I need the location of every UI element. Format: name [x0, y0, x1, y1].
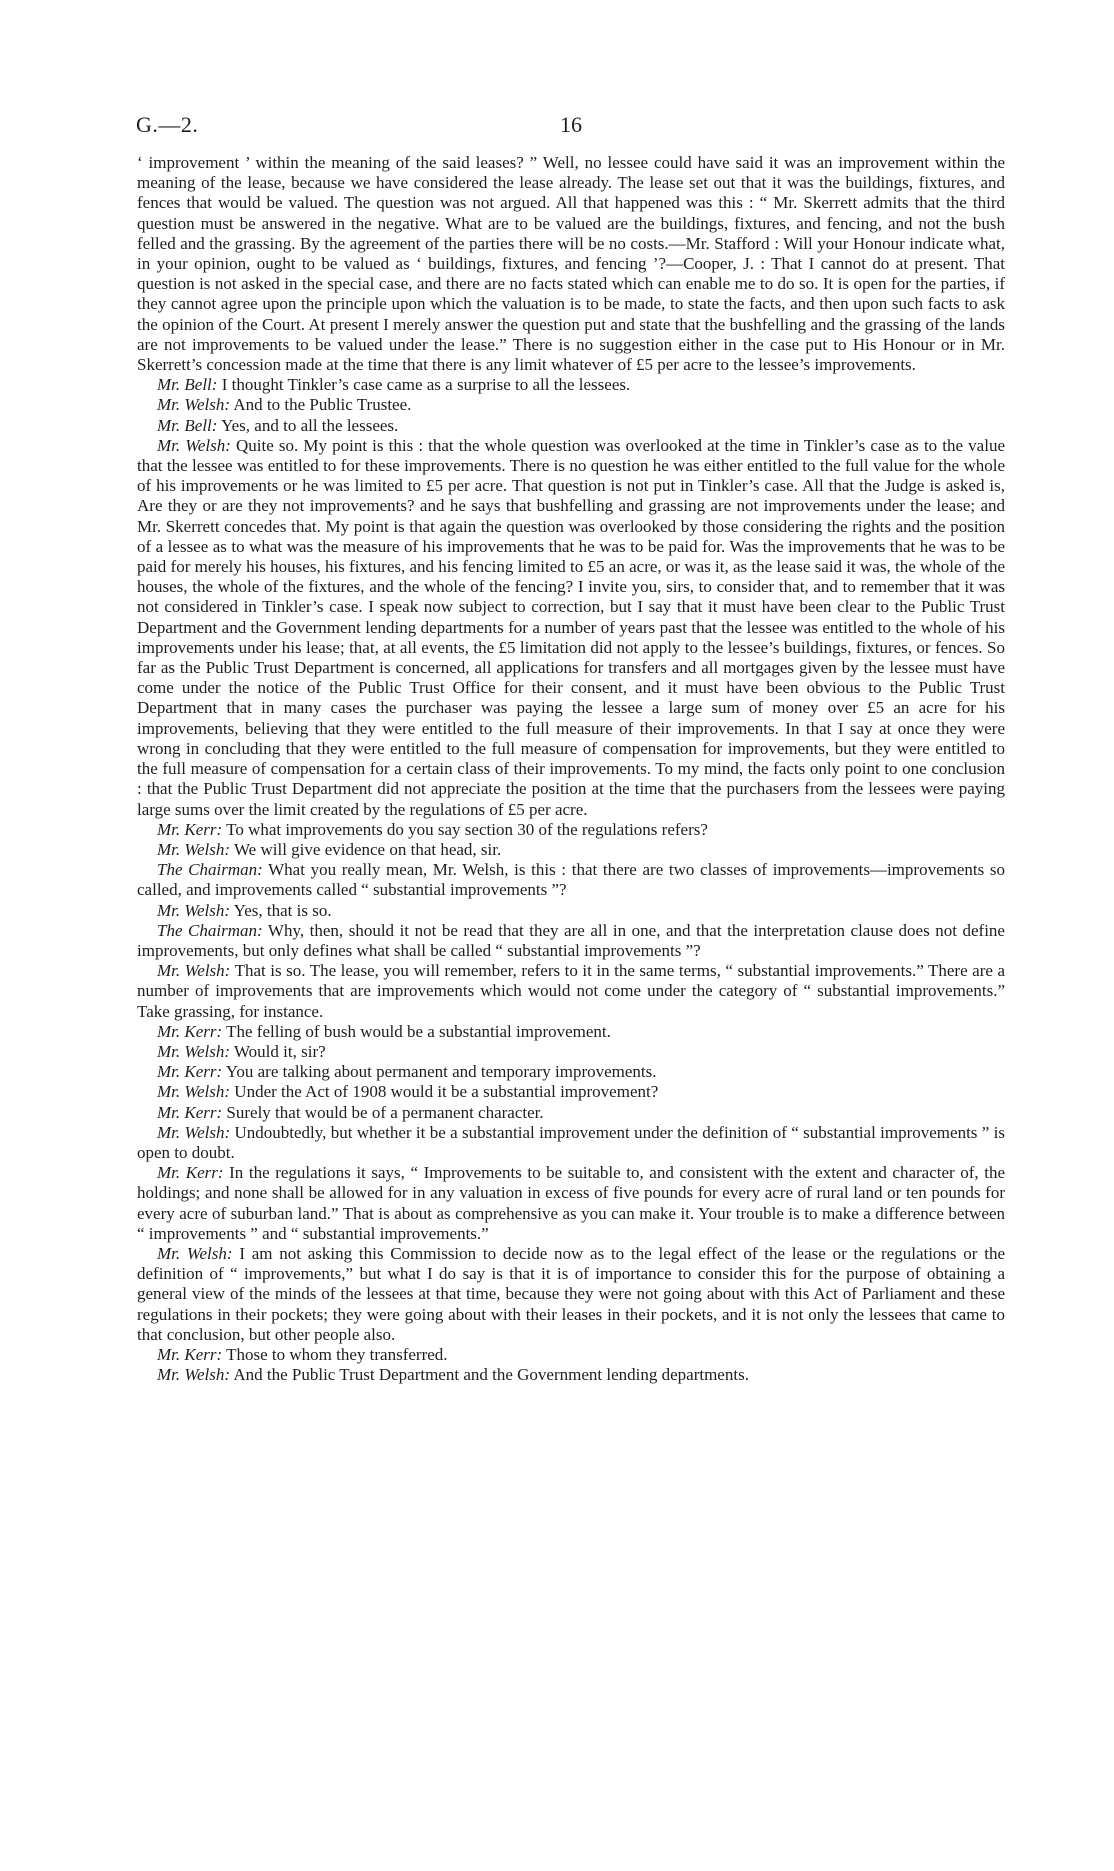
- paragraph-text: Yes, that is so.: [233, 900, 332, 920]
- paragraph-text: What you really mean, Mr. Welsh, is this : that there are two classes of improvements—improvements so called, and improvements called “ substantial improvements ”?: [137, 860, 1005, 900]
- speaker-name: Mr. Welsh:: [157, 1243, 233, 1263]
- speaker-name: Mr. Welsh:: [157, 1365, 231, 1385]
- paragraph-text: And the Public Trust Department and the Government lending departments.: [233, 1365, 749, 1385]
- speaker-name: Mr. Bell:: [157, 375, 218, 395]
- paragraph-text: ‘ improvement ’ within the meaning of the said leases? ” Well, no lessee could have said it was an improvement within the meaning of the lease, because we have considered the lease already. The lease set out that it was the buildings, fixtures, and fences that would be valued. The question was not argued. All that happened was this : “ Mr. Skerrett admits that the third question must be answered in the negative. What are to be valued are the buildings, fixtures, and fencing, and not the bush felled and the grassing. By the agreement of the parties there will be no costs.—Mr. Stafford : Will your Honour indicate what, in your opinion, ought to be valued as ‘ buildings, fixtures, and fencing ’?—Cooper, J. : That I cannot do at present. That question is not asked in the special case, and there are no facts stated which can enable me to do so. It is open for the parties, if they cannot agree upon the principle upon which the valuation is to be made, to state the facts, and then upon such facts to ask the opinion of the Court. At present I merely answer the question put and state that the bushfelling and the grassing of the lands are not improvements to be valued under the lease.” There is no suggestion either in the case put to His Honour or in Mr. Skerrett’s concession made at the time that there is any limit whatever of £5 per acre to the lessee’s improvements.: [137, 153, 1005, 375]
- speaker-name: Mr. Kerr:: [157, 1163, 224, 1183]
- dialogue-paragraph: [137, 375, 1005, 395]
- paragraph-text: We will give evidence on that head, sir.: [234, 839, 502, 859]
- paragraph-text: You are talking about permanent and temporary improvements.: [225, 1062, 657, 1082]
- dialogue-paragraph: [137, 820, 1005, 840]
- speaker-name: Mr. Kerr:: [157, 1021, 223, 1041]
- page-header: [136, 112, 1006, 146]
- paragraph-text: Quite so. My point is this : that the whole question was overlooked at the time in Tinkler’s case as to the value that the lessee was entitled to for these improvements. There is no question he was either entitled to the full value for the whole of his improvements or he was limited to £5 per acre. That question is not put in Tinkler’s case. All that the Judge is asked is, Are they or are they not improvements? and he says that bushfelling and grassing are not improvements under the lease; and Mr. Skerrett concedes that. My point is that again the question was overlooked by those considering the rights and the position of a lessee as to what was the measure of his improvements that he was to be paid for. Was the improvements that he was to be paid for merely his houses, his fixtures, and his fencing limited to £5 an acre, or was it, as the lease said it was, the whole of the houses, the whole of the fixtures, and the whole of the fencing? I invite you, sirs, to consider that, and to remember that it was not considered in Tinkler’s case. I speak now subject to correction, but I say that it must have been clear to the Public Trust Department and the Government lending departments for a number of years past that the lessee was entitled to the whole of his improvements under his lease; that, at all events, the £5 limitation did not apply to the lessee’s buildings, fixtures, or fences. So far as the Public Trust Department is concerned, all applications for transfers and all mortgages given by the lessee must have come under the notice of the Public Trust Office for their consent, and it must have been obvious to the Public Trust Department that in many cases the purchaser was paying the lessee a large sum of money over £5 an acre for his improvements, believing that they were entitled to the full measure of their improvements. In that I say at once they were wrong in concluding that they were entitled to the full measure of compensation for improvements, but they were entitled to the full measure of compensation for a certain class of their improvements. To my mind, the facts only point to one conclusion : that the Public Trust Department did not appreciate the position at the time that the purchasers from the lessees were paying large sums over the limit created by the regulations of £5 per acre.: [137, 435, 1005, 819]
- document-reference: G.—2.: [136, 112, 199, 137]
- dialogue-paragraph: [137, 1123, 1005, 1163]
- dialogue-paragraph: [137, 436, 1005, 820]
- dialogue-paragraph: [137, 1042, 1005, 1062]
- paragraph-text: Would it, sir?: [234, 1041, 326, 1061]
- dialogue-paragraph: [137, 395, 1005, 415]
- paragraph-text: The felling of bush would be a substantial improvement.: [226, 1021, 611, 1041]
- dialogue-paragraph: [137, 840, 1005, 860]
- paragraph-text: Surely that would be of a permanent character.: [226, 1102, 544, 1122]
- speaker-name: Mr. Kerr:: [157, 1102, 223, 1122]
- dialogue-paragraph: [137, 901, 1005, 921]
- dialogue-paragraph: [137, 1244, 1005, 1345]
- page-number: 16: [560, 112, 582, 137]
- speaker-name: Mr. Welsh:: [157, 900, 231, 920]
- speaker-name: Mr. Welsh:: [157, 395, 231, 415]
- speaker-name: Mr. Welsh:: [157, 839, 231, 859]
- paragraph-text: Under the Act of 1908 would it be a substantial improvement?: [234, 1082, 659, 1102]
- speaker-name: Mr. Kerr:: [157, 819, 223, 839]
- paragraph-text: Why, then, should it not be read that they are all in one, and that the interpretation clause does not define improvements, but only defines what shall be called “ substantial improvements ”?: [137, 920, 1005, 960]
- dialogue-paragraph: [137, 1163, 1005, 1244]
- speaker-name: Mr. Welsh:: [157, 1041, 231, 1061]
- speaker-name: Mr. Kerr:: [157, 1344, 223, 1364]
- dialogue-paragraph: [137, 1365, 1005, 1385]
- speaker-name: Mr. Welsh:: [157, 435, 231, 455]
- dialogue-paragraph: [137, 1082, 1005, 1102]
- paragraph-text: I thought Tinkler’s case came as a surprise to all the lessees.: [221, 375, 631, 395]
- dialogue-paragraph: [137, 1062, 1005, 1082]
- paragraph-text: That is so. The lease, you will remember, refers to it in the same terms, “ substantial improvements.” There are a number of improvements that are improvements which would not come under the category of “ substantial improvements.” Take grassing, for instance.: [137, 961, 1005, 1021]
- paragraph-text: Those to whom they transferred.: [226, 1344, 448, 1364]
- paragraph-text: Yes, and to all the lessees.: [221, 415, 399, 435]
- dialogue-paragraph: [137, 1022, 1005, 1042]
- dialogue-paragraph: [137, 1103, 1005, 1123]
- speaker-name: Mr. Welsh:: [157, 1082, 231, 1102]
- paragraph-text: I am not asking this Commission to decide now as to the legal effect of the lease or the regulations or the definition of “ improvements,” but what I do say is that it is of importance to consider this for the purpose of obtaining a general view of the minds of the lessees at that time, because they were not going about with this Act of Parliament and these regulations in their pockets; they were going about with their leases in their pockets, and it is not only the lessees that came to that conclusion, but other people also.: [137, 1243, 1005, 1344]
- paragraph-text: In the regulations it says, “ Improvements to be suitable to, and consistent with the extent and character of, the holdings; and none shall be allowed for in any valuation in excess of five pounds for every acre of rural land or ten pounds for every acre of suburban land.” That is about as comprehensive as you can make it. Your trouble is to make a difference between “ improvements ” and “ substantial improvements.”: [137, 1163, 1006, 1243]
- dialogue-paragraph: [137, 961, 1005, 1022]
- speaker-name: Mr. Kerr:: [157, 1062, 223, 1082]
- speaker-name: The Chairman:: [157, 860, 263, 880]
- paragraph-text: And to the Public Trustee.: [233, 395, 412, 415]
- speaker-name: Mr. Bell:: [157, 415, 218, 435]
- paragraph-text: To what improvements do you say section 30 of the regulations refers?: [226, 819, 708, 839]
- dialogue-paragraph: [137, 921, 1005, 961]
- speaker-name: Mr. Welsh:: [157, 1122, 231, 1142]
- paragraph-text: Undoubtedly, but whether it be a substantial improvement under the definition of “ substantial improvements ” is open to doubt.: [137, 1122, 1005, 1162]
- dialogue-paragraph: [137, 860, 1005, 900]
- document-body: [137, 153, 1005, 1385]
- dialogue-paragraph: [137, 416, 1005, 436]
- paragraph-continuation: [137, 153, 1005, 375]
- dialogue-paragraph: [137, 1345, 1005, 1365]
- speaker-name: The Chairman:: [157, 920, 263, 940]
- speaker-name: Mr. Welsh:: [157, 961, 231, 981]
